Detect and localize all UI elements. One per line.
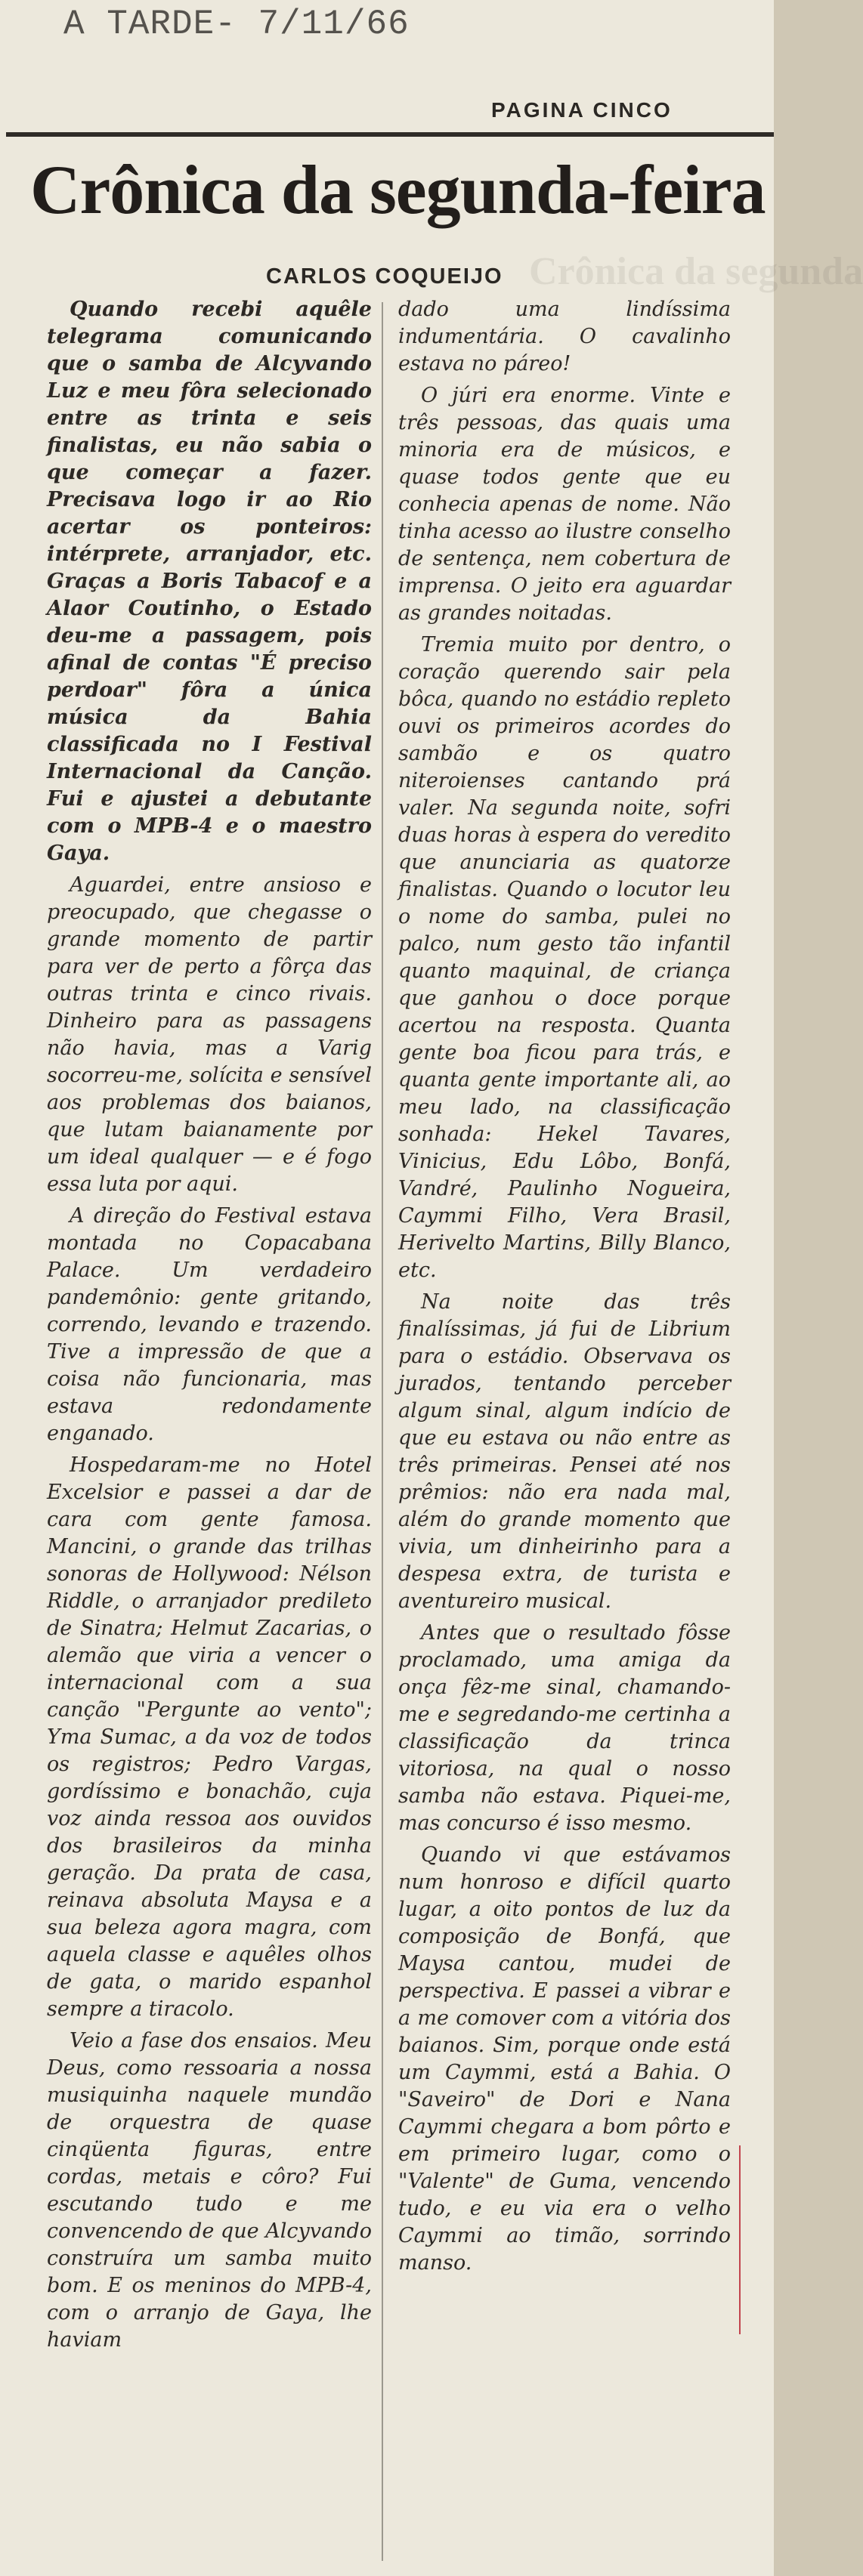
article-column-right [398, 296, 731, 2281]
column-divider [382, 302, 383, 2561]
article-paragraph: Aguardei, entre ansioso e preocupado, que chegasse o grande momento de partir para ver de perto a fôrça das outras trinta e cinco rivais. Dinheiro para as passagens não havia, mas a Varig socorreu-me, solícita e sensível aos problemas dos baianos, que lutam baianamente por um ideal qualquer — e é fogo essa luta por aqui. [47, 873, 372, 1196]
article-paragraph: Tremia muito por dentro, o coração querendo sair pela bôca, quando no estádio repleto ouvi os primeiros acordes do sambão e os quatro niteroienses cantando prá valer. Na segunda noite, sofri duas horas à espera do veredito que anunciaria as quatorze finalistas. Quando o locutor leu o nome do samba, pulei no palco, num gesto tão infantil quanto maquinal, de criança que ganhou o doce porque acertou na resposta. Quanta gente boa ficou para trás, e quanta gente importante ali, ao meu lado, na classificação sonhada: Hekel Tavares, Vinicius, Edu Lôbo, Bonfá, Vandré, Paulinho Nogueira, Caymmi Filho, Vera Brasil, Herivelto Martins, Billy Blanco, etc. [398, 633, 731, 1282]
article-paragraph: Quando vi que estávamos num honroso e difícil quarto lugar, a oito pontos de luz da composição de Bonfá, que Maysa cantou, mudei de perspectiva. E passei a vibrar e a me comover com a vitória dos baianos. Sim, porque onde está um Caymmi, está a Bahia. O "Saveiro" de Dori e Nana Caymmi chegara a bom pôrto e em primeiro lugar, como o "Valente" de Guma, vencendo tudo, e eu via era o velho Caymmi ao timão, sorrindo manso. [398, 1843, 731, 2275]
header-rule [6, 132, 774, 137]
article-paragraph: Hospedaram-me no Hotel Excelsior e passei a dar de cara com gente famosa. Mancini, o grande das trilhas sonoras de Hollywood: Nélson Riddle, o arranjador predileto de Sinatra; Helmut Zacarias, o alemão que viria a vencer o internacional com a sua canção "Pergunte ao vento"; Yma Sumac, a da voz de todos os registros; Pedro Vargas, gordíssimo e bonachão, cuja voz ainda ressoa aos ouvidos dos brasileiros da minha geração. Da prata de casa, reinava absoluta Maysa e a sua beleza agora magra, com aquela classe e aquêles olhos de gata, o marido espanhol sempre a tiracolo. [47, 1453, 372, 2021]
article-column-left [47, 296, 372, 2358]
article-paragraph: dado uma lindíssima indumentária. O cavalinho estava no páreo! [398, 298, 731, 375]
article-paragraph: Na noite das três finalíssimas, já fui de Librium para o estádio. Observava os jurados, tentando perceber algum sinal, algum indício de que eu estava ou não entre as três primeiras. Pensei até nos prêmios: não era nada mal, além do grande momento que vivia, um dinheirinho para a despesa extra, de turista e aventureiro musical. [398, 1290, 731, 1613]
article-paragraph: A direção do Festival estava montada no Copacabana Palace. Um verdadeiro pandemônio: gente gritando, correndo, levando e trazendo. Tive a impressão de que a coisa não funcionaria, mas estava redondamente enganado. [47, 1204, 372, 1445]
section-label: PAGINA CINCO [491, 98, 673, 122]
article-paragraph: Veio a fase dos ensaios. Meu Deus, como ressoaria a nossa musiquinha naquele mundão de orquestra de quase cinqüenta figuras, entre cordas, metais e côro? Fui escutando tudo e me convencendo de que Alcyvando construíra um samba muito bom. E os meninos do MPB-4, com o arranjo de Gaya, lhe haviam [47, 2029, 372, 2352]
article-paragraph: Quando recebi aquêle telegrama comunicando que o samba de Alcyvando Luz e meu fôra selecionado entre as trinta e seis finalistas, eu não sabia o que começar a fazer. Precisava logo ir ao Rio acertar os ponteiros: intérprete, arranjador, etc. Graças a Boris Tabacof e a Alaor Coutinho, o Estado deu-me a passagem, pois afinal de contas "É preciso perdoar" fôra a única música da Bahia classificada no I Festival Internacional da Canção. Fui e ajustei a debutante com o MPB-4 e o maestro Gaya. [47, 298, 372, 865]
article-paragraph: Antes que o resultado fôsse proclamado, uma amiga da onça fêz-me sinal, chamando-me e segredando-me certinha a classificação da trinca vitoriosa, na qual o nosso samba não estava. Piquei-me, mas concurso é isso mesmo. [398, 1621, 731, 1835]
article-byline: CARLOS COQUEIJO [266, 264, 503, 289]
handwritten-date-note: A TARDE- 7/11/66 [63, 5, 410, 44]
red-margin-mark [739, 2145, 741, 2334]
article-paragraph: O júri era enorme. Vinte e três pessoas, das quais uma minoria era de músicos, e quase todos gente que eu conhecia apenas de nome. Não tinha acesso ao ilustre conselho de sentença, nem cobertura de imprensa. O jeito era aguardar as grandes noitadas. [398, 384, 731, 625]
bleed-through-text: Crônica da segunda [529, 250, 863, 293]
article-headline: Crônica da segunda-feira [30, 151, 766, 228]
